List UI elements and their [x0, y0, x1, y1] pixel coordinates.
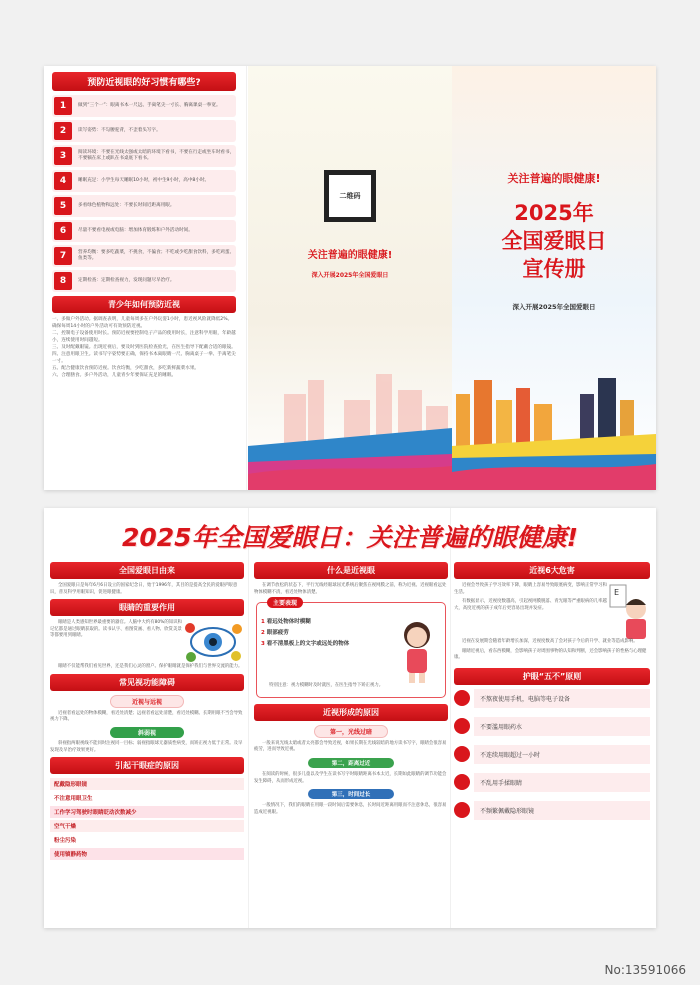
- front-left-panel: [44, 66, 244, 490]
- symptoms-label: 主要表现: [267, 597, 303, 608]
- habit-text: 多看绿色植物和远处：不要长时间近距离用眼。: [78, 203, 175, 208]
- symptom-text: 看远处物体时模糊: [266, 619, 311, 626]
- cover-title-booklet: 宣传册: [522, 257, 586, 281]
- habit-item: [52, 245, 236, 267]
- middle-subtitle: 深入开展2025年全国爱眼日: [311, 272, 389, 279]
- habit-text: 定期检查：定期检查视力，发现问题尽早治疗。: [78, 278, 175, 283]
- symptom-item: [261, 628, 393, 639]
- city-skyline-illustration: [248, 350, 452, 490]
- cover-subtitle: 深入开展2025年全国爱眼日: [512, 303, 596, 311]
- dry-eye-cause-item: 使用镇静药物: [50, 848, 244, 860]
- front-cover-panel: [452, 66, 656, 490]
- rule-item: [454, 689, 650, 708]
- habit-item: [52, 195, 236, 217]
- rule-text: 不连续用眼超过一小时: [474, 745, 650, 764]
- rule-item: [454, 717, 650, 736]
- prevention-title: 青少年如何预防近视: [52, 296, 236, 313]
- back-banner: 2025年全国爱眼日：关注普遍的眼健康!: [122, 523, 578, 552]
- reason-1-text: 一般来说光线太暗或者太亮都会导致近视，如果长期在光线较暗的地方读书写字，眼睛会很容易疲劳，进而导致近视。: [254, 740, 447, 753]
- what-is-myopia-title: 什么是近视眼: [254, 562, 448, 579]
- habit-item: [52, 120, 236, 142]
- rule-text: 不乱用手揉眼睛: [474, 773, 650, 792]
- prevention-paragraph: 四、注意用眼卫生。读书写字姿势要正确，保持书本离眼睛一尺、胸离桌子一拳、手离笔尖一寸。: [52, 352, 236, 364]
- habit-item: [52, 95, 236, 117]
- hazards-text-1: 近视会导致孩子学习效率下降，眼睛上容易导致眼底病变，影响正常学习和生活。: [454, 583, 607, 595]
- hazards-text-3: 近视在发展期会随着年龄增长加深，近视度数高了会对孩子今后的升学、就业等造成影响。: [462, 639, 638, 644]
- symptom-number: 1: [261, 619, 267, 626]
- habit-number: 7: [54, 247, 72, 265]
- eye-importance-title: 眼睛的重要作用: [50, 599, 244, 616]
- strabismus-text: 斜视指两眼视线不能同时注视同一目标；弱视指眼球无器质性病变，而矫正视力低于正常。及早发现及早治疗效果更好。: [50, 740, 243, 753]
- dry-eye-cause-item: 工作学习驾驶时眼睛眨动次数减少: [50, 806, 244, 818]
- rule-text: 不频繁佩戴隐形眼镜: [474, 801, 650, 820]
- reason-2-text: 在阅读的时候，很多儿童以及学生在读书写字时眼睛距离书本太近，长期如此眼睛的调节功能会发生障碍，从而形成近视。: [254, 771, 447, 784]
- habit-text: 睡眠充足：小学生每天睡眠10小时，初中生9小时，高中8小时。: [78, 178, 210, 183]
- symptom-number: 3: [261, 641, 267, 648]
- reason-1-chip: 第一，光线过暗: [314, 725, 388, 738]
- symptom-list: [261, 617, 393, 683]
- rule-text: 不熬夜使用手机，电脑等电子设备: [474, 689, 650, 708]
- symptom-text: 眼部疲劳: [266, 630, 289, 637]
- rule-bullet-icon: [454, 718, 470, 734]
- symptom-item: [261, 639, 393, 650]
- eye-day-origin-text: 全国爱眼日是每年6月6日设立的国家纪念日，始于1996年，其目的是提高全民的爱眼护眼意识，普及科学用眼知识，促进眼健康。: [50, 583, 238, 595]
- habit-text: 营养均衡：要多吃蔬菜，不挑食，不偏食；不吃或少吃甜食饮料，多吃鸡蛋、鱼类等。: [78, 250, 235, 261]
- cover-city-illustration: [452, 350, 656, 490]
- habit-number: 8: [54, 272, 72, 290]
- habit-item: [52, 145, 236, 167]
- cover-title-year: 2025年: [514, 201, 594, 225]
- habit-number: 1: [54, 97, 72, 115]
- habit-list: [52, 95, 236, 292]
- five-rules-title: 护眼“五不”原则: [454, 668, 650, 685]
- hazards-text-2: 有数据显示，近视度数越高，引起视网膜脱落、青光眼等严重眼病的几率越大，高度近视的孩子成年后更容易出现并发症。: [454, 599, 607, 611]
- front-middle-panel: [248, 66, 452, 490]
- habit-number: 6: [54, 222, 72, 240]
- prevention-paragraphs: [52, 316, 236, 379]
- habit-text: 读写姿势：不勾腰驼背，不歪着头写字。: [78, 128, 161, 133]
- habit-text: 阅读环境：不要在光线太强或太暗的环境下看书，不要在行走或坐车时看书，不要躺在床上或趴在书桌底下看书。: [78, 150, 235, 161]
- habit-item: [52, 220, 236, 242]
- dry-eye-causes-list: [50, 778, 244, 860]
- prevention-paragraph: 二、控制电子设备使用时长。预防近视要控制电子产品的使用时长，注意科学用眼，年龄越小，连续使用时间越短。: [52, 331, 236, 343]
- habit-number: 2: [54, 122, 72, 140]
- habit-text: 做到“三个一”：眼离书本一尺远、手离笔尖一寸长、胸离课桌一拳宽。: [78, 103, 221, 108]
- habits-title: 预防近视眼的好习惯有哪些?: [52, 72, 236, 91]
- back-column-3: [454, 560, 650, 920]
- habit-item: [52, 270, 236, 292]
- rule-item: [454, 801, 650, 820]
- qr-code-placeholder: 二维码: [324, 170, 376, 222]
- habit-number: 3: [54, 147, 72, 165]
- symptoms-box: [256, 602, 446, 698]
- cover-title-event: 全国爱眼日: [501, 229, 607, 253]
- rule-bullet-icon: [454, 802, 470, 818]
- prevention-paragraph: 六、合理膳食。多户外活动，儿童青少年要保证充足的睡眠。: [52, 373, 177, 378]
- dry-eye-cause-item: 配戴隐形眼镜: [50, 778, 244, 790]
- back-column-1: [50, 560, 244, 920]
- rule-bullet-icon: [454, 774, 470, 790]
- rule-bullet-icon: [454, 746, 470, 762]
- habit-number: 4: [54, 172, 72, 190]
- dry-eye-cause-item: 粉尘污染: [50, 834, 244, 846]
- eye-importance-text-2: 眼睛不仅能帮我们看见世界，还是我们心灵的窗户。保护眼睛就是保护我们与世界交流的能力。: [58, 664, 243, 670]
- symptom-number: 2: [261, 630, 267, 637]
- strabismus-chip: 斜弱视: [110, 727, 184, 738]
- rule-bullet-icon: [454, 690, 470, 706]
- dry-eye-causes-title: 引起干眼症的原因: [50, 757, 244, 774]
- habit-number: 5: [54, 197, 72, 215]
- prevention-paragraph: 三、及时配戴眼镜。出现近视后，要及时到医院检查验光，在医生指导下配戴合适的眼镜。: [52, 345, 236, 350]
- girl-illustration: [393, 617, 441, 683]
- myopia-causes-title: 近视形成的原因: [254, 704, 448, 721]
- habit-item: [52, 170, 236, 192]
- myopia-hazards-title: 近视6大危害: [454, 562, 650, 579]
- rule-item: [454, 773, 650, 792]
- eye-chart-kid-illustration: [608, 583, 650, 639]
- reason-3-chip: 第三，时间过长: [308, 789, 394, 799]
- myopia-hyperopia-text: 近视者看远处的物体模糊，看近处清楚；远视者看远处清楚，看近处模糊。长期用眼不当会导致视力下降。: [50, 710, 243, 723]
- image-number-watermark: No:13591066: [604, 963, 686, 977]
- habit-text: 尽量不要看电视或电脑：增加体育锻炼和户外活动时间。: [78, 228, 193, 233]
- symptom-text: 看不清黑板上的文字或远处的物体: [266, 641, 350, 648]
- prevention-paragraph: 一、多做户外活动。据调查表明，儿童每周多在户外玩耍1小时，患近视风险就降低2%。确保每周14小时的户外活动可有效预防近视。: [52, 317, 233, 329]
- eye-day-origin-title: 全国爱眼日由来: [50, 562, 244, 579]
- what-is-myopia-text: 在调节放松的状态下，平行光线经眼球屈光系统后聚焦在视网膜之前，称为近视。近视眼看远处物体模糊不清，看近处物体清楚。: [254, 583, 447, 595]
- svg-text:E: E: [614, 588, 620, 597]
- eye-importance-text: 眼睛是人类感知世界最重要的器官。人脑中大约有80%的知识和记忆都是通过眼睛获取的。读书认字、看图赏画、看人物、欣赏美景等都要用到眼睛。: [50, 620, 182, 639]
- brochure-front-sheet: [44, 66, 656, 490]
- dry-eye-cause-item: 不注意用眼卫生: [50, 792, 244, 804]
- cover-kicker: 关注普遍的眼健康!: [507, 172, 601, 185]
- reason-2-chip: 第二，距离过近: [308, 758, 394, 768]
- vision-disorders-title: 常见视功能障碍: [50, 674, 244, 691]
- myopia-hyperopia-chip: 近视与远视: [110, 695, 184, 708]
- middle-title: 关注普遍的眼健康!: [307, 250, 393, 261]
- symptom-item: [261, 617, 393, 628]
- reason-3-text: 一般情况下，我们的眼睛在用眼一段时间后需要休息，长时间近距离用眼而不注意休息，很容易造成近视眼。: [254, 803, 447, 815]
- hazards-text-4: 眼睛近视后，看东西模糊，会影响孩子对周围事物的认知和判断，还会影响孩子的性格与心理健康。: [454, 648, 647, 661]
- back-column-2: [254, 560, 448, 920]
- rule-item: [454, 745, 650, 764]
- brochure-back-sheet: [44, 508, 656, 928]
- rule-text: 不要滥用眼药水: [474, 717, 650, 736]
- eye-food-illustration: [182, 620, 244, 664]
- five-rules-list: [454, 689, 650, 820]
- cover-title: [452, 199, 656, 283]
- dry-eye-cause-item: 空气干燥: [50, 820, 244, 832]
- prevention-paragraph: 五、配合健康饮食预防近视。饮食均衡，少吃甜食，多吃新鲜蔬菜水果。: [52, 366, 200, 371]
- symptoms-note: 特别注意：视力模糊时及时就医，在医生指导下矫正视力。: [269, 683, 384, 689]
